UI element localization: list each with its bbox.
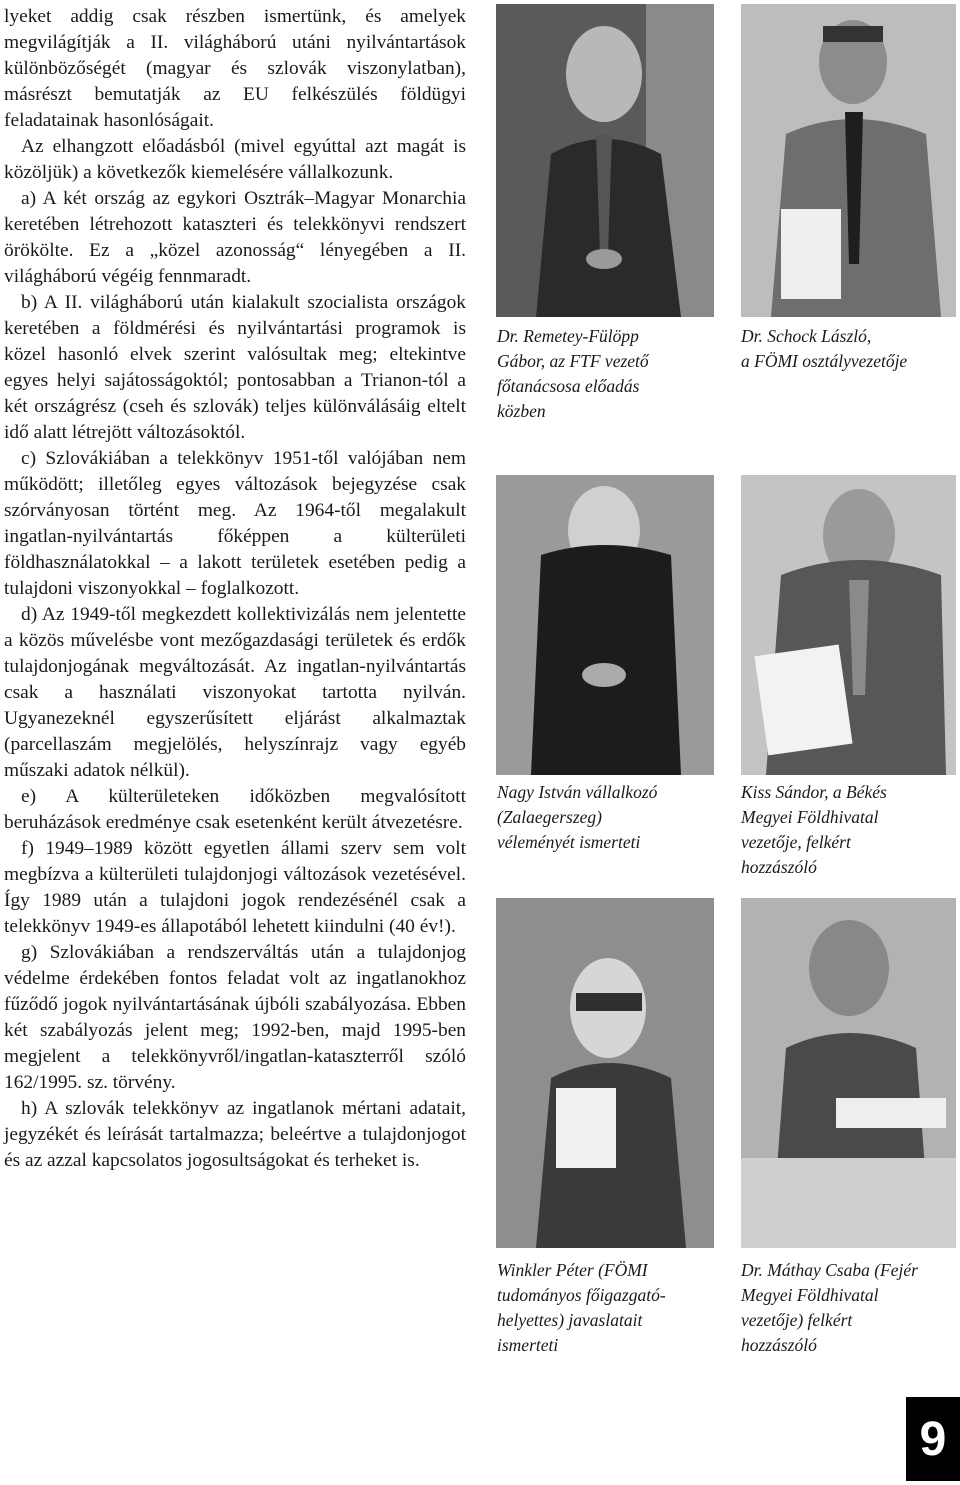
caption-kiss-sandor: Kiss Sándor, a Békés Megyei Földhivatal vezetője, felkért hozzászóló	[741, 782, 887, 877]
paragraph-g: g) Szlovákiában a rendszerváltás után a tulajdonjog védelme érdekében fontos feladat volt az ingatlanokhoz fűződő jogok nyilvántartásának újbóli szabályozása. Ebben két szabályozás jelent meg; 1992-ben, majd 1995-ben megjelent a telekkönyvről/ingatlan-kataszterről szóló 162/1995. sz. törvény.	[4, 942, 466, 1093]
photo-kiss-sandor	[741, 475, 956, 775]
paragraph-summary: Az elhangzott előadásból (mivel egyúttal azt magát is közöljük) a következők kiemelésére vállalkozunk.	[4, 136, 466, 183]
caption-mathay-csaba: Dr. Máthay Csaba (Fejér Megyei Földhivatal vezetője) felkért hozzászóló	[741, 1260, 918, 1355]
photo-remetey-fulopp	[496, 4, 714, 317]
paragraph-h: h) A szlovák telekkönyv az ingatlanok mértani adatait, jegyzékét és leírását tartalmazza; beleértve a tulajdonjogot és az azzal kapcsolatos jogosultságokat és terheket is.	[4, 1098, 466, 1171]
paragraph-e: e) A külterületeken időközben megvalósított beruházások eredménye csak esetenként került átvezetésre.	[4, 786, 466, 833]
page-number: 9	[906, 1397, 960, 1481]
photo-winkler-peter	[496, 898, 714, 1248]
paragraph-d: d) Az 1949-től megkezdett kollektivizálás nem jelentette a közös művelésbe vont mezőgazdasági területek és erdők tulajdonjogának megváltozását. Az ingatlan-nyilvántartás csak a használati viszonyokat tartotta nyilván. Ugyanezeknél egyszerűsített eljárást alkalmaztak (parcellaszám megjelölés, helyszínrajz vagy egyéb műszaki adatok nélkül).	[4, 604, 466, 781]
paragraph-f: f) 1949–1989 között egyetlen állami szerv sem volt megbízva a külterületi tulajdonjogi változások vezetésével. Így 1989 után a tulajdoni jogok rendezésénél csak a telekkönyv 1949-es állapotából lehetett kiindulni (40 év!).	[4, 838, 466, 937]
paragraph-b: b) A II. világháború után kialakult szocialista országok keretében a földmérési és nyilvántartási programok is közel hasonló elvek szerint valósultak meg; eltekintve egyes helyi sajátosságoktól; pontosabban a Trianon-tól a két országrész (cseh és szlovák) teljes különválásáig eltelt idő alatt létrejött változásoktól.	[4, 292, 466, 443]
caption-winkler-peter: Winkler Péter (FÖMI tudományos főigazgató- helyettes) javaslatait ismerteti	[497, 1260, 666, 1355]
paragraph-a: a) A két ország az egykori Osztrák–Magyar Monarchia keretében létrehozott kataszteri és telekkönyvi rendszert örökölte. Ez a „közel azonosság“ lényegében a II. világháború végéig fennmaradt.	[4, 188, 466, 287]
photo-schock	[741, 4, 956, 317]
article-text	[4, 4, 466, 1174]
photo-nagy-istvan	[496, 475, 714, 775]
caption-remetey-fulopp: Dr. Remetey-Fülöpp Gábor, az FTF vezető főtanácsosa előadás közben	[497, 326, 649, 421]
paragraph-intro: lyeket addig csak részben ismertünk, és amelyek megvilágítják a II. világháború utáni nyilvántartások különbözőségét (magyar és szlovák viszonylatban), másrészt bemutatják az EU felkészülés földügyi feladatainak hasonlóságait.	[4, 6, 466, 131]
photo-mathay-csaba	[741, 898, 956, 1248]
caption-schock: Dr. Schock László, a FÖMI osztályvezetője	[741, 326, 908, 371]
paragraph-c: c) Szlovákiában a telekkönyv 1951-től valójában nem működött; illetőleg egyes változások bejegyzése csak szórványosan történt meg. Az 1964-től megalakult ingatlan-nyilvántartás főképpen a külterületi földhasználatokkal – a lakott területek esetében pedig a tulajdoni viszonyokkal – foglalkozott.	[4, 448, 466, 599]
caption-nagy-istvan: Nagy István vállalkozó (Zalaegerszeg) véleményét ismerteti	[497, 782, 658, 852]
